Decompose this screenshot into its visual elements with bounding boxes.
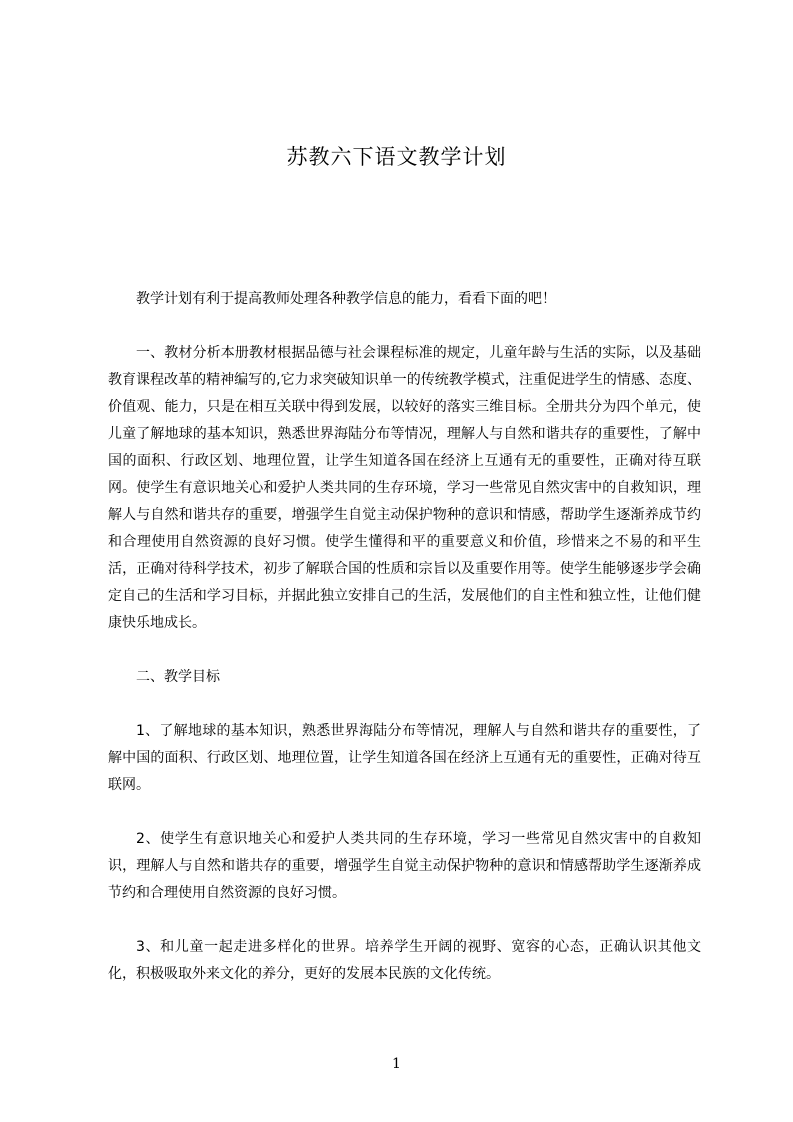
intro-paragraph: 教学计划有利于提高教师处理各种教学信息的能力，看看下面的吧！ [136, 291, 556, 307]
textbook-analysis-paragraph: 一、教材分析本册教材根据品德与社会课程标准的规定，儿童年龄与生活的实际，以及基础教育课程改革的精神编写的,它力求突破知识单一的传统教学模式，注重促进学生的情感、态度、价值观、能力，只是在相互关联中得到发展，以较好的落实三维目标。全册共分为四个单元，使儿童了解地球的基本知识，熟悉世界海陆分布等情况，理解人与自然和谐共存的重要性，了解中国的面积、行政区划、地理位置，让学生知道各国在经济上互通有无的重要性，正确对待互联网。使学生有意识地关心和爱护人类共同的生存环境，学习一些常见自然灾害中的自救知识，理解人与自然和谐共存的重要，增强学生自觉主动保护物种的意识和情感，帮助学生逐渐养成节约和合理使用自然资源的良好习惯。使学生懂得和平的重要意义和价值，珍惜来之不易的和平生活，正确对待科学技术，初步了解联合国的性质和宗旨以及重要作用等。使学生能够逐步学会确定自己的生活和学习目标，并据此独立安排自己的生活，发展他们的自主性和独立性，让他们健康快乐地成长。 [108, 345, 701, 631]
page-number: 1 [392, 1056, 401, 1072]
goal-paragraph-1: 1、了解地球的基本知识，熟悉世界海陆分布等情况，理解人与自然和谐共存的重要性，了解中国的面积、行政区划、地理位置，让学生知道各国在经济上互通有无的重要性，正确对待互联网。 [108, 723, 701, 793]
document-body [108, 286, 701, 1015]
teaching-goals-heading: 二、教学目标 [136, 669, 220, 685]
goal-paragraph-3: 3、和儿童一起走进多样化的世界。培养学生开阔的视野、宽容的心态，正确认识其他文化，积极吸取外来文化的养分，更好的发展本民族的文化传统。 [108, 939, 701, 982]
document-title: 苏教六下语文教学计划 [286, 145, 507, 169]
goal-paragraph-2: 2、使学生有意识地关心和爱护人类共同的生存环境，学习一些常见自然灾害中的自救知识，理解人与自然和谐共存的重要，增强学生自觉主动保护物种的意识和情感帮助学生逐渐养成节约和合理使用自然资源的良好习惯。 [108, 831, 701, 901]
